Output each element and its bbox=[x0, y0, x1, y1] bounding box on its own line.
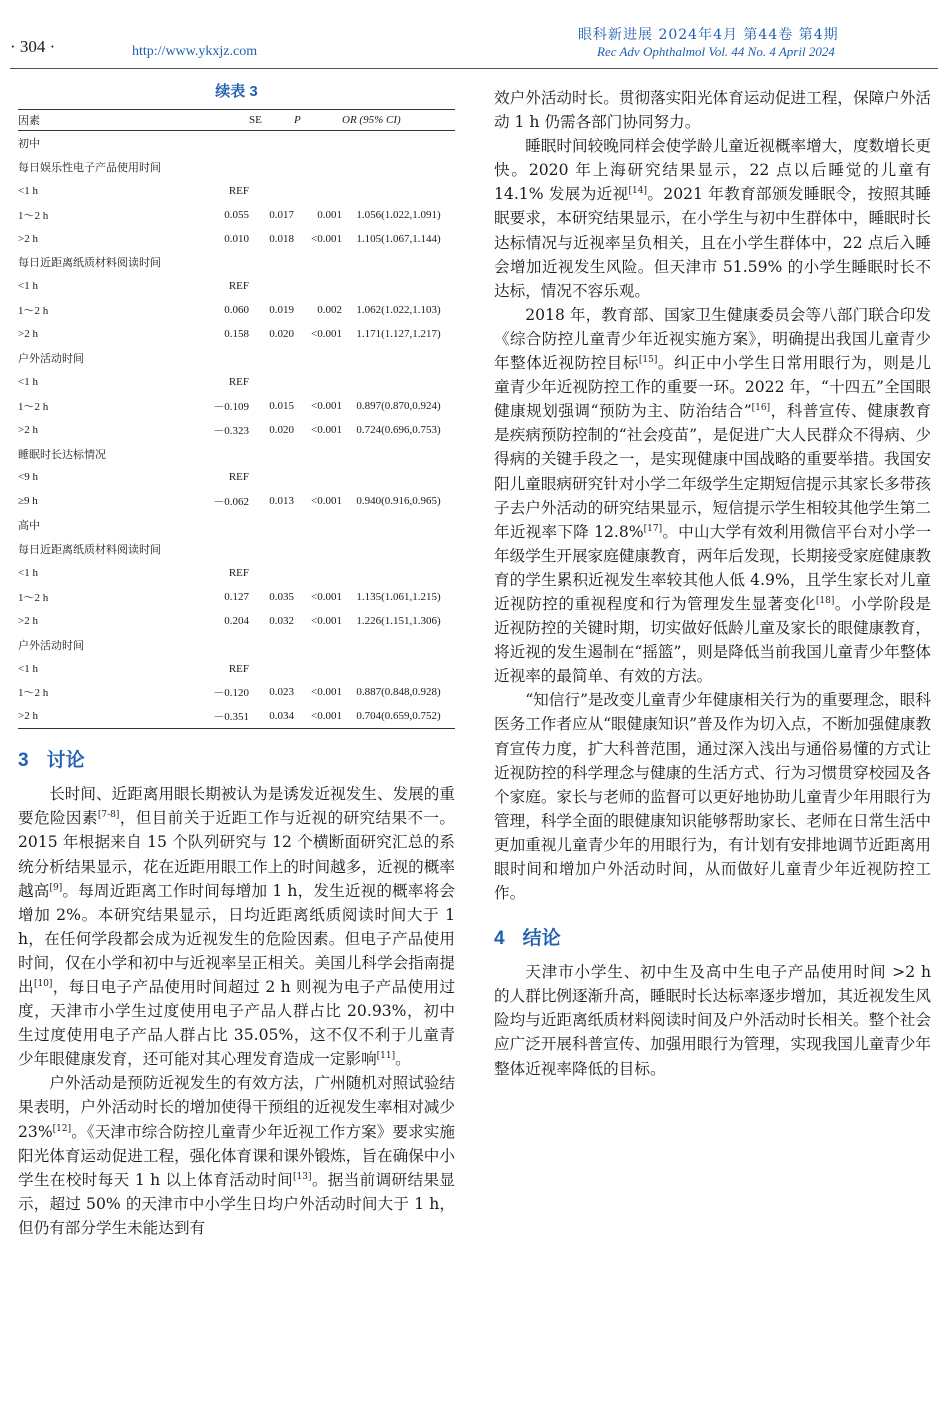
row-coef: REF bbox=[228, 184, 249, 197]
row-or bbox=[342, 179, 455, 203]
table-row bbox=[18, 346, 455, 370]
citation[interactable]: [7-8] bbox=[97, 810, 120, 821]
table-row bbox=[18, 418, 455, 442]
row-coef: 0.158 bbox=[224, 328, 249, 341]
row-p bbox=[294, 370, 342, 394]
row-or bbox=[342, 274, 455, 298]
row-or bbox=[342, 131, 455, 155]
row-p: <0.001 bbox=[311, 399, 342, 412]
journal-title-cn: 眼科新进展 2024年4月 第44卷 第4期 bbox=[578, 27, 839, 43]
row-factor: 户外活动时间 bbox=[18, 352, 84, 365]
discussion-heading bbox=[18, 745, 455, 772]
row-p bbox=[294, 442, 342, 466]
row-se bbox=[249, 442, 294, 466]
citation[interactable]: [16] bbox=[751, 403, 771, 414]
row-or bbox=[342, 465, 455, 489]
row-coef bbox=[194, 155, 249, 179]
row-or bbox=[342, 633, 455, 657]
row-se: 0.019 bbox=[269, 304, 294, 317]
row-p bbox=[294, 537, 342, 561]
row-p: <0.001 bbox=[311, 495, 342, 508]
row-factor: 1～2 h bbox=[18, 400, 49, 413]
row-se bbox=[249, 346, 294, 370]
regression-table bbox=[18, 109, 455, 729]
table-row bbox=[18, 537, 455, 561]
row-factor: 睡眠时长达标情况 bbox=[18, 448, 106, 461]
conclusion-heading bbox=[494, 923, 931, 950]
row-se bbox=[249, 370, 294, 394]
table-row bbox=[18, 513, 455, 537]
row-p bbox=[294, 465, 342, 489]
row-or: 0.724(0.696,0.753) bbox=[356, 423, 441, 436]
row-se: 0.015 bbox=[269, 399, 294, 412]
col-header-p: P bbox=[294, 110, 342, 131]
table-row bbox=[18, 155, 455, 179]
row-se bbox=[249, 155, 294, 179]
row-factor: 1～2 h bbox=[18, 687, 49, 700]
row-coef bbox=[194, 131, 249, 155]
col-header-factor: 因素 bbox=[18, 110, 194, 131]
citation[interactable]: [17] bbox=[643, 523, 663, 534]
row-se: 0.035 bbox=[269, 590, 294, 603]
citation[interactable]: [9] bbox=[49, 882, 63, 893]
row-p bbox=[294, 155, 342, 179]
row-factor: 1～2 h bbox=[18, 209, 49, 222]
row-or bbox=[342, 370, 455, 394]
row-coef: REF bbox=[228, 662, 249, 675]
row-p bbox=[294, 131, 342, 155]
row-coef: 0.010 bbox=[224, 232, 249, 245]
row-se: 0.018 bbox=[269, 232, 294, 245]
table-row bbox=[18, 227, 455, 251]
row-factor: <1 h bbox=[18, 662, 38, 675]
table-row bbox=[18, 609, 455, 633]
row-factor: 1～2 h bbox=[18, 305, 49, 318]
table-row bbox=[18, 633, 455, 657]
citation[interactable]: [12] bbox=[52, 1123, 72, 1134]
row-p: 0.002 bbox=[317, 304, 342, 317]
citation[interactable]: [14] bbox=[628, 186, 647, 197]
row-p: <0.001 bbox=[294, 704, 342, 728]
row-or: 1.171(1.127,1.217) bbox=[356, 328, 441, 341]
row-p bbox=[294, 657, 342, 681]
row-coef: －0.120 bbox=[213, 687, 249, 700]
row-factor: <1 h bbox=[18, 375, 38, 388]
journal-title-en: Rec Adv Ophthalmol Vol. 44 No. 4 April 2024 bbox=[597, 44, 835, 59]
discussion-paragraph-4: 2018 年，教育部、国家卫生健康委员会等八部门联合印发《综合防控儿童青少年近视实施方案》，明确提出我国儿童青少年整体近视防控目标[15]。纠正中小学生日常用眼行为，则是儿童青少年近视防控工作的重要一环。2022 年，“十四五”全国眼健康规划强调“预防为主、防治结合”[16]，科普宣传、健康教育是疾病预防控制的“社会疫苗”，是促进广大人民群众不得病、少得病的关键手段之一，是实现健康中国战略的重要举措。我国安阳儿童眼病研究针对小学二年级学生定期短信提示其家长多带孩子去户外活动的研究结果显示，短信提示学生相较其他学生第二年近视率下降 12.8%[17]。中山大学有效利用微信平台对小学一年级学生开展家庭健康教育，两年后发现，长期接受家庭健康教育的学生累积近视发生率较其他人低 4.9%，且学生家长对儿童近视防控的重视程度和行为管理发生显著变化[18]。小学阶段是近视防控的关键时期，切实做好低龄儿童及家长的眼健康教育，将近视的发生遏制在“摇篮”，则是降低当前我国儿童青少年整体近视率的最简单、有效的方法。 bbox=[494, 305, 931, 686]
row-or: 0.940(0.916,0.965) bbox=[356, 495, 441, 508]
row-p bbox=[294, 513, 342, 537]
table-row bbox=[18, 298, 455, 322]
discussion-paragraph-3: 睡眠时间较晚同样会使学龄儿童近视概率增大，度数增长更快。2020 年上海研究结果显示，22 点以后睡觉的儿童有 14.1% 发展为近视[14]。2021 年教育部颁发睡眠令，按照其睡眠要求，本研究结果显示，在小学生与初中生群体中，睡眠时长达标情况与近视率呈负相关，且在小学生群体中，22 点后入睡会增加近视发生风险。但天津市 51.59% 的小学生睡眠时长不达标，情况不容乐观。 bbox=[494, 137, 931, 300]
row-coef: REF bbox=[228, 375, 249, 388]
row-se bbox=[249, 657, 294, 681]
citation[interactable]: [15] bbox=[638, 354, 658, 365]
row-or bbox=[342, 155, 455, 179]
table-row bbox=[18, 179, 455, 203]
row-factor: 户外活动时间 bbox=[18, 639, 84, 652]
row-coef: 0.127 bbox=[224, 590, 249, 603]
row-p: <0.001 bbox=[311, 614, 342, 627]
row-factor: 初中 bbox=[18, 137, 40, 150]
citation[interactable]: [13] bbox=[293, 1171, 312, 1182]
table-title: 续表 3 bbox=[215, 83, 258, 100]
row-or bbox=[342, 513, 455, 537]
row-coef: －0.062 bbox=[213, 496, 249, 509]
row-coef: REF bbox=[228, 566, 249, 579]
row-coef bbox=[194, 442, 249, 466]
table-row bbox=[18, 657, 455, 681]
row-se: 0.032 bbox=[269, 614, 294, 627]
row-p bbox=[294, 633, 342, 657]
row-or: 0.887(0.848,0.928) bbox=[356, 686, 441, 699]
row-se bbox=[249, 179, 294, 203]
discussion-paragraph-2-cont: 效户外活动时长。贯彻落实阳光体育运动促进工程，保障户外活动 1 h 仍需各部门协同努力。 bbox=[494, 89, 931, 132]
row-or bbox=[342, 442, 455, 466]
row-coef: －0.323 bbox=[213, 424, 249, 437]
row-factor: <1 h bbox=[18, 566, 38, 579]
header-rule bbox=[10, 68, 938, 69]
row-factor: >2 h bbox=[18, 614, 38, 627]
table-row bbox=[18, 370, 455, 394]
row-p bbox=[294, 274, 342, 298]
row-p bbox=[294, 250, 342, 274]
row-or: 1.226(1.151,1.306) bbox=[356, 614, 441, 627]
row-se bbox=[249, 561, 294, 585]
row-factor: ≥9 h bbox=[18, 495, 38, 508]
row-coef bbox=[194, 346, 249, 370]
citation[interactable]: [10] bbox=[33, 978, 53, 989]
row-se: 0.017 bbox=[269, 208, 294, 221]
row-se: 0.023 bbox=[269, 686, 294, 699]
row-factor: 每日近距离纸质材料阅读时间 bbox=[18, 544, 161, 557]
table-row bbox=[18, 489, 455, 513]
row-p: <0.001 bbox=[311, 423, 342, 436]
row-p: 0.001 bbox=[317, 208, 342, 221]
col-header-coef bbox=[194, 110, 249, 131]
journal-url[interactable]: http://www.ykxjz.com bbox=[132, 44, 258, 59]
row-p bbox=[294, 561, 342, 585]
row-factor: >2 h bbox=[18, 328, 38, 341]
row-or: 0.897(0.870,0.924) bbox=[356, 399, 441, 412]
row-coef: 0.060 bbox=[224, 304, 249, 317]
table-row bbox=[18, 561, 455, 585]
citation[interactable]: [11] bbox=[376, 1051, 396, 1062]
row-se: 0.034 bbox=[249, 704, 294, 728]
conclusion-number: 4 bbox=[494, 928, 505, 950]
row-factor: 1～2 h bbox=[18, 591, 49, 604]
table-row bbox=[18, 274, 455, 298]
row-or bbox=[342, 657, 455, 681]
row-se bbox=[249, 537, 294, 561]
row-factor: <1 h bbox=[18, 280, 38, 293]
row-factor: >2 h bbox=[18, 423, 38, 436]
table-header-row bbox=[18, 110, 455, 131]
row-coef bbox=[194, 633, 249, 657]
row-p: <0.001 bbox=[311, 232, 342, 245]
discussion-title: 讨论 bbox=[46, 750, 85, 772]
table-row bbox=[18, 131, 455, 155]
col-header-or: OR (95% CI) bbox=[342, 110, 455, 131]
row-coef bbox=[194, 537, 249, 561]
table-row bbox=[18, 585, 455, 609]
row-se bbox=[249, 250, 294, 274]
row-or bbox=[342, 537, 455, 561]
row-or bbox=[342, 346, 455, 370]
row-p bbox=[294, 346, 342, 370]
right-column bbox=[494, 86, 931, 1081]
page-number: · 304 · bbox=[10, 37, 56, 56]
row-p: <0.001 bbox=[311, 328, 342, 341]
row-se bbox=[249, 513, 294, 537]
table-row bbox=[18, 704, 455, 728]
discussion-number: 3 bbox=[18, 750, 29, 772]
row-factor: 每日娱乐性电子产品使用时间 bbox=[18, 161, 161, 174]
row-se: 0.013 bbox=[269, 495, 294, 508]
conclusion-title: 结论 bbox=[522, 928, 561, 950]
row-factor: <1 h bbox=[18, 184, 38, 197]
row-factor: <9 h bbox=[18, 471, 38, 484]
row-se: 0.020 bbox=[269, 328, 294, 341]
row-or: 1.105(1.067,1.144) bbox=[356, 232, 441, 245]
row-factor: >2 h bbox=[18, 704, 194, 728]
row-coef bbox=[194, 513, 249, 537]
row-factor: >2 h bbox=[18, 232, 38, 245]
row-p bbox=[294, 179, 342, 203]
left-column bbox=[18, 80, 455, 1240]
row-factor: 每日近距离纸质材料阅读时间 bbox=[18, 257, 161, 270]
row-p: <0.001 bbox=[311, 590, 342, 603]
row-or: 1.062(1.022,1.103) bbox=[356, 304, 441, 317]
table-row bbox=[18, 465, 455, 489]
row-or: 1.056(1.022,1.091) bbox=[356, 208, 441, 221]
row-or bbox=[342, 250, 455, 274]
row-coef: 0.204 bbox=[224, 614, 249, 627]
row-se bbox=[249, 274, 294, 298]
table-row bbox=[18, 394, 455, 418]
table-row bbox=[18, 680, 455, 704]
row-coef bbox=[194, 250, 249, 274]
citation[interactable]: [18] bbox=[815, 595, 835, 606]
row-or bbox=[342, 561, 455, 585]
row-or: 0.704(0.659,0.752) bbox=[342, 704, 455, 728]
table-row bbox=[18, 203, 455, 227]
row-coef: －0.351 bbox=[194, 704, 249, 728]
row-se bbox=[249, 633, 294, 657]
row-coef: 0.055 bbox=[224, 208, 249, 221]
table-row bbox=[18, 250, 455, 274]
table-row bbox=[18, 442, 455, 466]
col-header-se: SE bbox=[249, 110, 294, 131]
row-se bbox=[249, 131, 294, 155]
row-or: 1.135(1.061,1.215) bbox=[356, 590, 441, 603]
discussion-paragraph-1: 长时间、近距离用眼长期被认为是诱发近视发生、发展的重要危险因素[7-8]，但目前关于近距工作与近视的研究结果不一。2015 年根据来自 15 个队列研究与 12 个横断面研究汇总的系统分析结果显示，花在近距用眼工作上的时间越多，近视的概率越高[9]。每周近距离工作时间每增加 1 h，发生近视的概率将会增加 2%。本研究结果显示，日均近距离纸质阅读时间大于 1 h，在任何学段都会成为近视发生的危险因素。但电子产品使用时间，仅在小学和初中与近视率呈正相关。美国儿科学会指南提出[10]，每日电子产品使用时间超过 2 h 则视为电子产品使用过度，天津市小学生过度使用电子产品人群占比 20.93%，初中生过度使用电子产品人群占比 35.05%，这不仅不利于儿童青少年眼健康发育，还可能对其心理发育造成一定影响[11]。 bbox=[18, 785, 455, 1069]
row-factor: 高中 bbox=[18, 520, 40, 533]
discussion-paragraph-5: “知信行”是改变儿童青少年健康相关行为的重要理念，眼科医务工作者应从“眼健康知识”普及作为切入点，不断加强健康教育宣传力度，扩大科普范围，通过深入浅出与通俗易懂的方式让近视防控的科学理念与健康的生活方式、行为习惯贯穿校园及各个家庭。家长与老师的监督可以更好地协助儿童青少年用眼行为管理，科学全面的眼健康知识能够帮助家长、老师在日常生活中更加重视儿童青少年的用眼行为，有计划有安排地调节近距离用眼时间和增加户外活动时间，从而做好儿童青少年近视防控工作。 bbox=[494, 691, 931, 903]
row-coef: －0.109 bbox=[213, 400, 249, 413]
row-coef: REF bbox=[228, 280, 249, 293]
row-se bbox=[249, 465, 294, 489]
row-coef: REF bbox=[228, 471, 249, 484]
row-se: 0.020 bbox=[269, 423, 294, 436]
table-row bbox=[18, 322, 455, 346]
discussion-paragraph-2: 户外活动是预防近视发生的有效方法，广州随机对照试验结果表明，户外活动时长的增加使得干预组的近视发生率相对减少 23%[12]。《天津市综合防控儿童青少年近视工作方案》要求实施阳光体育运动促进工程，强化体育课和课外锻炼，旨在确保中小学生在校时每天 1 h 以上体育活动时间[13]。据当前调研结果显示，超过 50% 的天津市中小学生日均户外活动时间大于 1 h，但仍有部分学生未能达到有 bbox=[18, 1074, 455, 1237]
row-p: <0.001 bbox=[311, 686, 342, 699]
conclusion-paragraph: 天津市小学生、初中生及高中生电子产品使用时间 >2 h 的人群比例逐渐升高，睡眠时长达标率逐步增加，其近视发生风险均与近距离纸质材料阅读时间及户外活动时长相关。整个社会应广泛开展科普宣传、加强用眼行为管理，实现我国儿童青少年整体近视率降低的目标。 bbox=[494, 963, 931, 1078]
